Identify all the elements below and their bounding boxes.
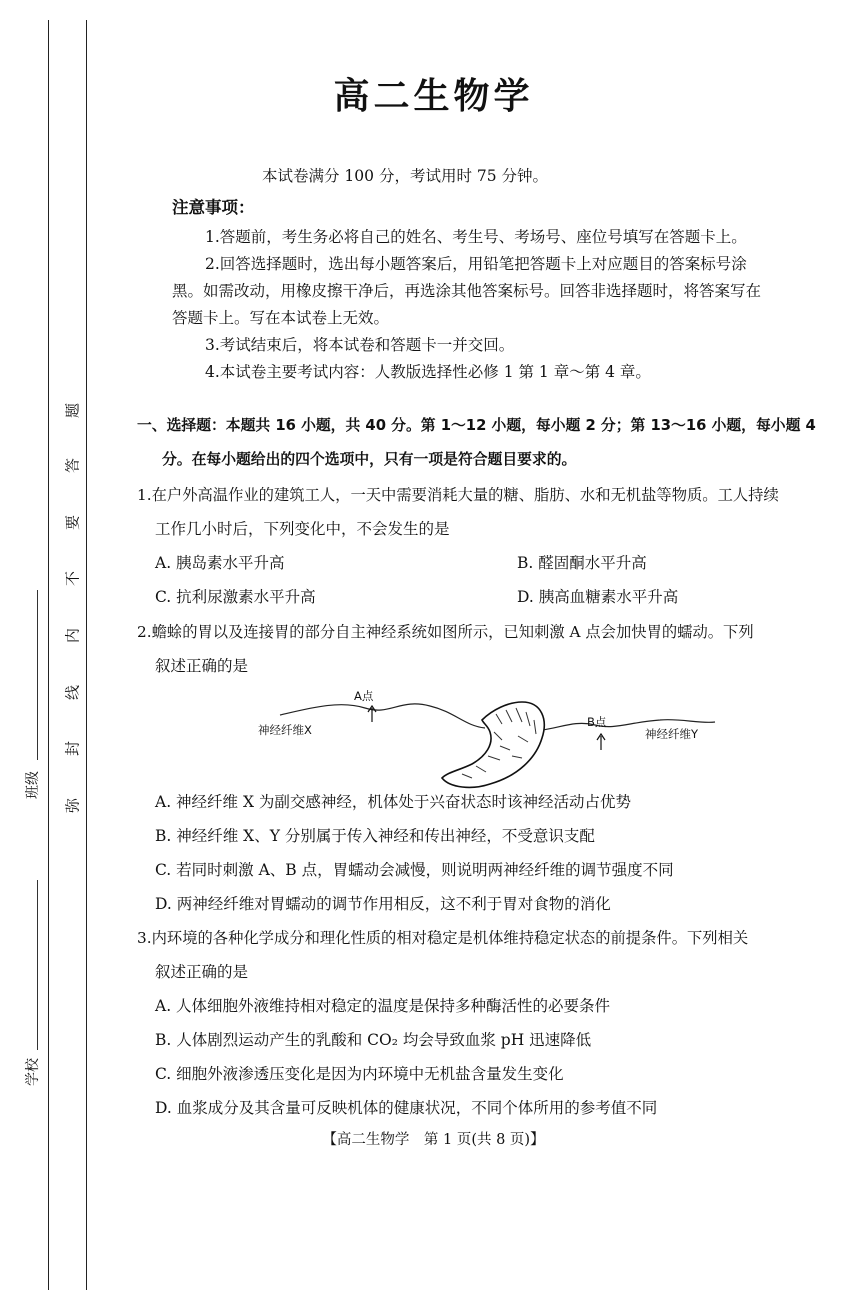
notice-line: 4.本试卷主要考试内容：人教版选择性必修 1 第 1 章～第 4 章。 <box>205 363 651 381</box>
notice-line: 黑。如需改动，用橡皮擦干净后，再选涂其他答案标号。回答非选择题时，将答案写在 <box>172 282 762 300</box>
option-c: C. 细胞外液渗透压变化是因为内环境中无机盐含量发生变化 <box>155 1065 564 1083</box>
binding-line-right <box>86 20 87 1290</box>
school-label: 学校 <box>25 1058 41 1086</box>
notice-line: 1.答题前，考生务必将自己的姓名、考生号、考场号、座位号填写在答题卡上。 <box>205 228 747 246</box>
stomach-shape <box>442 702 544 787</box>
option-b: B. 醛固酮水平升高 <box>517 554 647 572</box>
school-fill-line <box>37 880 38 1050</box>
label-x: 神经纤维X <box>258 723 312 737</box>
seal-char: 内 <box>63 628 82 644</box>
class-fill-line <box>37 590 38 760</box>
option-d: D. 胰高血糖素水平升高 <box>517 588 679 606</box>
question-stem: 2.蟾蜍的胃以及连接胃的部分自主神经系统如图所示，已知刺激 A 点会加快胃的蠕动。下列 <box>137 623 754 641</box>
seal-char: 封 <box>63 741 82 757</box>
option-a: A. 胰岛素水平升高 <box>155 554 285 572</box>
option-d: D. 血浆成分及其含量可反映机体的健康状况，不同个体所用的参考值不同 <box>155 1099 658 1117</box>
seal-char: 弥 <box>63 798 82 814</box>
option-b: B. 神经纤维 X、Y 分别属于传入神经和传出神经，不受意识支配 <box>155 827 595 845</box>
question-stem: 叙述正确的是 <box>155 963 249 981</box>
arrow-b <box>597 734 605 750</box>
question-stem: 工作几小时后，下列变化中，不会发生的是 <box>155 520 450 538</box>
label-b: B点 <box>587 715 607 729</box>
arrow-a <box>368 706 376 722</box>
notice-line: 答题卡上。写在本试卷上无效。 <box>172 309 390 327</box>
seal-char: 线 <box>63 685 82 701</box>
binding-line-left <box>48 20 49 1290</box>
exam-info: 本试卷满分 100 分，考试用时 75 分钟。 <box>262 167 549 185</box>
section-header: 一、选择题：本题共 16 小题，共 40 分。第 1～12 小题，每小题 2 分；第 13～16 小题，每小题 4 <box>137 417 816 434</box>
option-c: C. 若同时刺激 A、B 点，胃蠕动会减慢，则说明两神经纤维的调节强度不同 <box>155 861 674 879</box>
option-a: A. 人体细胞外液维持相对稳定的温度是保持多种酶活性的必要条件 <box>155 997 611 1015</box>
option-d: D. 两神经纤维对胃蠕动的调节作用相反，这不利于胃对食物的消化 <box>155 895 611 913</box>
notice-heading: 注意事项： <box>172 198 255 217</box>
label-a: A点 <box>354 689 374 703</box>
class-label: 班级 <box>25 771 41 799</box>
page-title: 高二生物学 <box>333 76 534 117</box>
notice-line: 3.考试结束后，将本试卷和答题卡一并交回。 <box>205 336 515 354</box>
question-stem: 3.内环境的各种化学成分和理化性质的相对稳定是机体维持稳定状态的前提条件。下列相关 <box>137 929 749 947</box>
page-footer: 【高二生物学 第 1 页(共 8 页)】 <box>322 1132 545 1148</box>
seal-char: 要 <box>63 515 82 531</box>
question-stem: 1.在户外高温作业的建筑工人，一天中需要消耗大量的糖、脂肪、水和无机盐等物质。工人持续 <box>137 486 779 504</box>
section-header: 分。在每小题给出的四个选项中，只有一项是符合题目要求的。 <box>162 451 577 468</box>
seal-char: 题 <box>63 403 82 419</box>
question-stem: 叙述正确的是 <box>155 657 249 675</box>
option-c: C. 抗利尿激素水平升高 <box>155 588 316 606</box>
notice-line: 2.回答选择题时，选出每小题答案后，用铅笔把答题卡上对应题目的答案标号涂 <box>205 255 747 273</box>
option-a: A. 神经纤维 X 为副交感神经，机体处于兴奋状态时该神经活动占优势 <box>155 793 631 811</box>
seal-char: 答 <box>63 458 82 474</box>
label-y: 神经纤维Y <box>645 727 699 741</box>
option-b: B. 人体剧烈运动产生的乳酸和 CO₂ 均会导致血浆 pH 迅速降低 <box>155 1031 592 1049</box>
seal-char: 不 <box>63 571 82 587</box>
